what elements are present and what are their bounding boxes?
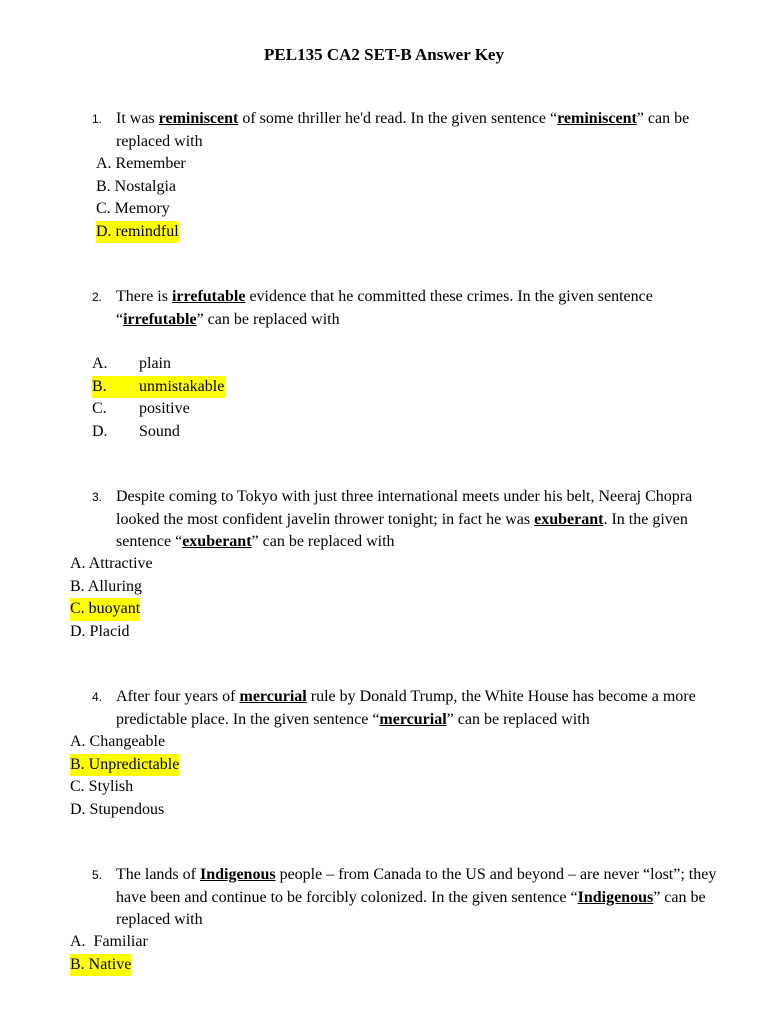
question-keyword: mercurial [379,710,447,728]
option-b: B. Alluring [70,577,143,595]
question-3 [92,486,726,554]
question-text: ” can be replaced with [196,310,340,328]
option-d: D. Stupendous [70,800,165,818]
question-keyword: reminiscent [158,110,239,127]
option-b-correct: B. Unpredictable [70,754,179,777]
question-keyword: irrefutable [171,288,246,305]
question-keyword: Indigenous [199,866,276,883]
option-b-correct: B. Native [70,954,148,977]
question-2 [92,286,726,331]
question-text: ” can be replaced with [116,110,690,150]
option-b: B. Nostalgia [96,177,176,195]
question-number: 4. [92,690,103,704]
option-a: A. Changeable [70,733,166,750]
question-text: of some thriller he'd read. In the given sentence “ [238,110,558,127]
question-text: rule by Donald Trump, the White House has become a more predictable place. In the given sentence “ [116,688,696,728]
question-keyword: irrefutable [123,310,197,328]
option-d: D. Sound [92,422,180,440]
question-number: 2. [92,290,103,304]
options-list-2 [92,353,225,443]
option-d-correct: D. remindful [96,221,186,244]
question-5 [92,864,726,932]
question-text: It was [116,110,159,127]
question-keyword: exuberant [534,510,604,528]
options-list-4 [70,731,179,821]
question-keyword: mercurial [239,688,307,705]
question-text: ” can be replaced with [446,710,590,728]
question-number: 1. [92,112,103,126]
question-text: The lands of [116,866,200,883]
question-number: 5. [92,868,103,882]
option-a: A. Attractive [70,555,153,572]
question-number: 3. [92,490,103,504]
option-c: C. Memory [96,200,170,218]
question-text: There is [116,288,172,305]
question-text: people – from Canada to the US and beyond – are never “lost”; they have been and continue to be forcibly colonized. In the given sentence “ [116,866,717,906]
option-c: C. positive [92,400,190,418]
question-text: evidence that he committed these crimes. In the given sentence “ [116,288,653,328]
options-list-1 [96,153,186,243]
option-a: A. Familiar [70,933,148,950]
option-a: A. plain [92,355,171,372]
options-list-3 [70,553,153,643]
question-text: . In the given sentence “ [116,510,688,550]
question-keyword: exuberant [182,533,252,550]
option-b-correct: B. unmistakable [92,376,225,399]
question-text: ” can be replaced with [116,888,706,928]
option-a: A. Remember [96,155,186,172]
question-1 [92,108,726,153]
question-text: ” can be replaced with [251,533,395,550]
option-c: C. Stylish [70,778,134,796]
question-keyword: reminiscent [557,110,637,127]
options-list-5 [70,931,148,976]
question-text: Despite coming to Tokyo with just three international meets under his belt, Neeraj Chopra looked the most confident javelin thrower tonight; in fact he was [116,488,693,528]
question-keyword: Indigenous [577,888,654,906]
page-title: PEL135 CA2 SET-B Answer Key [264,45,504,64]
option-d: D. Placid [70,622,130,640]
question-4 [92,686,726,731]
option-c-correct: C. buoyant [70,598,153,621]
question-text: After four years of [116,688,240,705]
